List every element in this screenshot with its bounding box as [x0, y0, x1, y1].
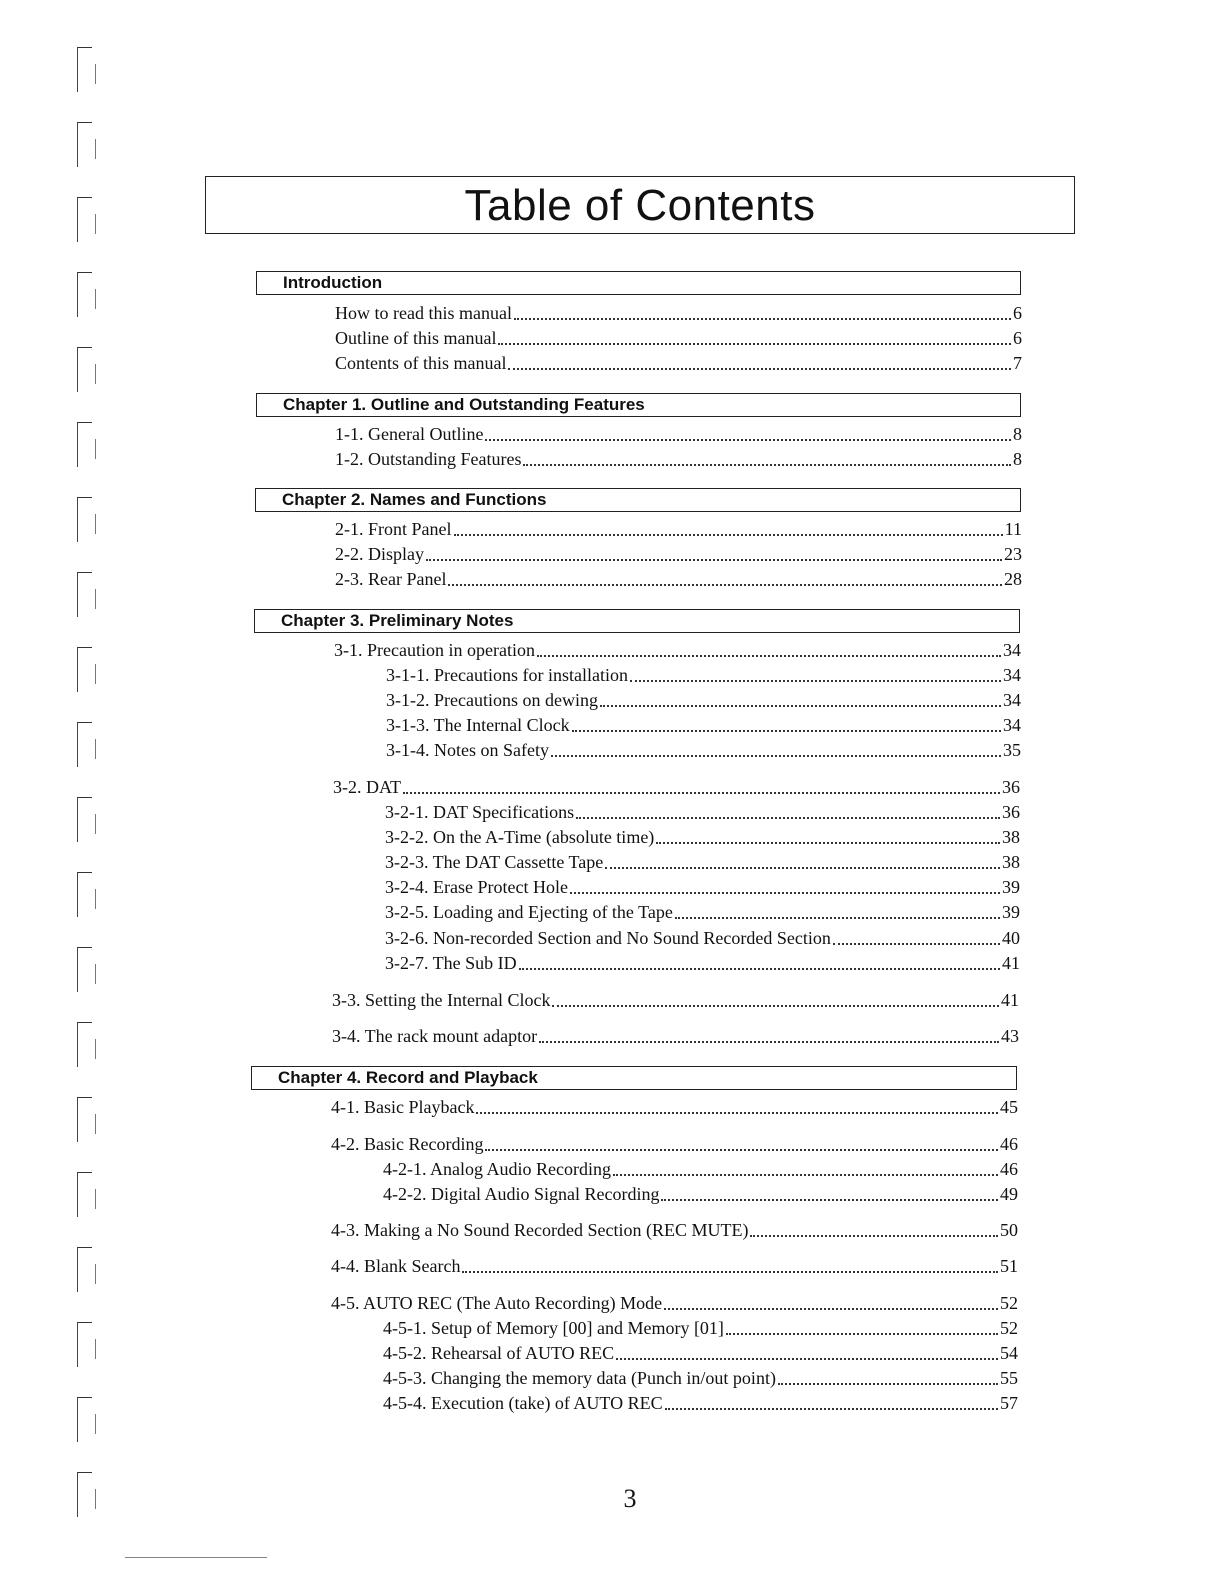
toc-entry-page: 41	[1001, 990, 1019, 1010]
toc-entry-page: 45	[1000, 1097, 1018, 1117]
toc-entry-page: 38	[1002, 852, 1020, 872]
toc-entry-label: 4-5-2. Rehearsal of AUTO REC	[383, 1343, 615, 1363]
toc-entry[interactable]	[335, 325, 1022, 349]
title-box	[205, 176, 1075, 234]
toc-entry-label: 3-3. Setting the Internal Clock	[332, 990, 551, 1010]
leader-dots	[485, 429, 1011, 441]
leader-dots	[630, 670, 1001, 682]
leader-dots	[519, 958, 1000, 970]
leader-dots	[539, 1031, 999, 1043]
toc-entry[interactable]	[335, 516, 1022, 540]
binder-mark	[77, 272, 92, 317]
toc-entry-label: 3-1-4. Notes on Safety	[386, 740, 549, 760]
toc-entry-page: 54	[1000, 1343, 1018, 1363]
leader-dots	[498, 333, 1011, 345]
binder-mark	[77, 722, 92, 767]
toc-entry-page: 49	[1000, 1184, 1018, 1204]
toc-entry[interactable]	[386, 687, 1021, 711]
toc-entry-label: 4-5-4. Execution (take) of AUTO REC	[383, 1393, 663, 1413]
toc-entry-label: 3-2-1. DAT Specifications	[385, 802, 575, 822]
toc-entry-label: 3-2-2. On the A-Time (absolute time)	[385, 827, 655, 847]
binder-mark	[77, 647, 92, 692]
leader-dots	[656, 832, 1000, 844]
leader-dots	[514, 308, 1011, 320]
leader-dots	[750, 1225, 998, 1237]
toc-entry-label: 3-2. DAT	[333, 777, 401, 797]
toc-entry[interactable]	[383, 1181, 1018, 1205]
leader-dots	[576, 807, 1000, 819]
toc-entry-page: 34	[1003, 715, 1021, 735]
toc-entry-page: 52	[1000, 1293, 1018, 1313]
toc-entry[interactable]	[331, 1290, 1018, 1314]
toc-entry-page: 41	[1002, 953, 1020, 973]
leader-dots	[665, 1398, 998, 1410]
toc-entry-page: 36	[1002, 777, 1020, 797]
page-number: 3	[623, 1484, 637, 1513]
binder-mark	[77, 947, 92, 992]
binder-mark	[77, 572, 92, 617]
toc-entry-label: 3-2-6. Non-recorded Section and No Sound Recorded Section	[385, 928, 831, 948]
toc-entry-label: 4-3. Making a No Sound Recorded Section (REC MUTE)	[331, 1220, 749, 1240]
toc-entry-label: 4-5-3. Changing the memory data (Punch in/out point)	[383, 1368, 776, 1388]
toc-entry-page: 39	[1002, 902, 1020, 922]
leader-dots	[613, 1164, 998, 1176]
toc-entry-page: 6	[1013, 303, 1022, 323]
toc-entry-page: 39	[1002, 877, 1020, 897]
binder-mark	[77, 347, 92, 392]
toc-entry-page: 34	[1003, 690, 1021, 710]
toc-entry[interactable]	[331, 1253, 1018, 1277]
binder-mark	[77, 797, 92, 842]
toc-entry-label: 3-4. The rack mount adaptor	[332, 1026, 538, 1046]
toc-entry[interactable]	[383, 1156, 1018, 1180]
toc-entry-label: 3-1-1. Precautions for installation	[386, 665, 628, 685]
toc-entry-page: 11	[1004, 519, 1022, 539]
toc-entry-page: 7	[1013, 353, 1022, 373]
toc-entry-label: 3-2-4. Erase Protect Hole	[385, 877, 568, 897]
toc-entry-label: 1-2. Outstanding Features	[335, 449, 522, 469]
toc-entry-label: 3-1-3. The Internal Clock	[386, 715, 570, 735]
toc-entry-page: 35	[1003, 740, 1021, 760]
leader-dots	[600, 695, 1001, 707]
leader-dots	[661, 1189, 998, 1201]
binder-mark	[77, 1397, 92, 1442]
toc-entry-page: 8	[1013, 449, 1022, 469]
toc-entry[interactable]	[335, 541, 1022, 565]
binder-mark	[77, 497, 92, 542]
toc-entry[interactable]	[335, 566, 1022, 590]
leader-dots	[462, 1261, 998, 1273]
toc-entry-page: 34	[1003, 640, 1021, 660]
binder-mark	[77, 47, 92, 92]
toc-entry-label: 1-1. General Outline	[335, 424, 484, 444]
binder-mark	[77, 1322, 92, 1367]
leader-dots	[537, 645, 1001, 657]
leader-dots	[664, 1298, 998, 1310]
leader-dots	[570, 882, 1000, 894]
toc-entry-page: 28	[1004, 569, 1022, 589]
toc-entry-label: Outline of this manual	[335, 328, 497, 348]
binder-mark	[77, 1097, 92, 1142]
binder-mark	[77, 122, 92, 167]
toc-entry[interactable]	[386, 712, 1021, 736]
toc-entry-page: 46	[1000, 1134, 1018, 1154]
toc-entry[interactable]	[331, 1131, 1018, 1155]
toc-entry-label: 4-4. Blank Search	[331, 1256, 461, 1276]
section-heading-introduction: Introduction	[256, 271, 1021, 295]
toc-entry[interactable]	[335, 350, 1022, 374]
toc-entry[interactable]	[335, 300, 1022, 324]
toc-entry[interactable]	[386, 662, 1021, 686]
toc-entry[interactable]	[383, 1315, 1018, 1339]
toc-entry[interactable]	[385, 824, 1020, 848]
leader-dots	[675, 907, 1000, 919]
toc-entry-label: 3-1. Precaution in operation	[334, 640, 535, 660]
leader-dots	[508, 358, 1011, 370]
footer-rule	[125, 1557, 267, 1558]
toc-entry-page: 43	[1001, 1026, 1019, 1046]
toc-entry-label: 4-1. Basic Playback	[331, 1097, 475, 1117]
leader-dots	[523, 454, 1011, 466]
page-title: Table of Contents	[464, 181, 816, 230]
toc-entry-page: 50	[1000, 1220, 1018, 1240]
toc-entry[interactable]	[383, 1390, 1018, 1414]
leader-dots	[426, 549, 1002, 561]
toc-entry[interactable]	[332, 987, 1019, 1011]
leader-dots	[485, 1139, 998, 1151]
toc-entry-page: 8	[1013, 424, 1022, 444]
toc-entry-label: 2-1. Front Panel	[335, 519, 452, 539]
toc-entry-page: 38	[1002, 827, 1020, 847]
leader-dots	[726, 1323, 998, 1335]
toc-entry-label: 4-2-2. Digital Audio Signal Recording	[383, 1184, 660, 1204]
leader-dots	[403, 782, 1000, 794]
section-heading-chapter-4: Chapter 4. Record and Playback	[251, 1066, 1017, 1090]
toc-entry-page: 51	[1000, 1256, 1018, 1276]
toc-entry-page: 34	[1003, 665, 1021, 685]
leader-dots	[572, 720, 1001, 732]
leader-dots	[833, 933, 1000, 945]
leader-dots	[476, 1102, 998, 1114]
toc-entry-label: 3-2-3. The DAT Cassette Tape	[385, 852, 604, 872]
toc-entry[interactable]	[385, 849, 1020, 873]
toc-entry[interactable]	[385, 925, 1020, 949]
toc-entry-page: 23	[1004, 544, 1022, 564]
toc-entry-label: 4-2-1. Analog Audio Recording	[383, 1159, 611, 1179]
toc-entry[interactable]	[386, 737, 1021, 761]
toc-entry[interactable]	[333, 774, 1020, 798]
leader-dots	[454, 524, 1003, 536]
toc-entry[interactable]	[383, 1340, 1018, 1364]
section-heading-chapter-3: Chapter 3. Preliminary Notes	[254, 609, 1020, 633]
toc-entry[interactable]	[334, 637, 1021, 661]
section-heading-chapter-2: Chapter 2. Names and Functions	[255, 488, 1021, 512]
toc-entry[interactable]	[332, 1023, 1019, 1047]
toc-entry[interactable]	[385, 874, 1020, 898]
binder-mark	[77, 872, 92, 917]
binder-mark	[77, 1022, 92, 1067]
section-heading-chapter-1: Chapter 1. Outline and Outstanding Features	[256, 393, 1021, 417]
toc-entry-page: 57	[1000, 1393, 1018, 1413]
toc-entry-page: 40	[1002, 928, 1020, 948]
toc-entry[interactable]	[385, 799, 1020, 823]
leader-dots	[552, 995, 999, 1007]
toc-entry[interactable]	[383, 1365, 1018, 1389]
toc-entry-page: 52	[1000, 1318, 1018, 1338]
binder-mark	[77, 1247, 92, 1292]
toc-entry-label: 4-2. Basic Recording	[331, 1134, 484, 1154]
toc-entry-label: 3-2-5. Loading and Ejecting of the Tape	[385, 902, 673, 922]
binder-mark	[77, 1172, 92, 1217]
toc-entry-page: 46	[1000, 1159, 1018, 1179]
toc-entry[interactable]	[335, 446, 1022, 470]
toc-entry-page: 55	[1000, 1368, 1018, 1388]
binder-mark	[77, 422, 92, 467]
leader-dots	[448, 574, 1002, 586]
binder-mark	[77, 197, 92, 242]
toc-entry-label: Contents of this manual	[335, 353, 507, 373]
binder-marks	[77, 47, 97, 1547]
toc-entry-label: 2-2. Display	[335, 544, 424, 564]
leader-dots	[778, 1373, 998, 1385]
toc-entry-page: 6	[1013, 328, 1022, 348]
leader-dots	[605, 857, 1000, 869]
toc-entry-label: 3-2-7. The Sub ID	[385, 953, 517, 973]
toc-entry[interactable]	[331, 1094, 1018, 1118]
leader-dots	[616, 1348, 998, 1360]
toc-entry[interactable]	[331, 1217, 1018, 1241]
toc-entry-page: 36	[1002, 802, 1020, 822]
leader-dots	[551, 745, 1001, 757]
toc-entry[interactable]	[335, 421, 1022, 445]
toc-entry-label: How to read this manual	[335, 303, 512, 323]
toc-entry-label: 4-5-1. Setup of Memory [00] and Memory [01]	[383, 1318, 724, 1338]
toc-entry-label: 3-1-2. Precautions on dewing	[386, 690, 598, 710]
toc-entry[interactable]	[385, 950, 1020, 974]
toc-entry-label: 4-5. AUTO REC (The Auto Recording) Mode	[331, 1293, 663, 1313]
toc-entry-label: 2-3. Rear Panel	[335, 569, 447, 589]
toc-entry[interactable]	[385, 899, 1020, 923]
